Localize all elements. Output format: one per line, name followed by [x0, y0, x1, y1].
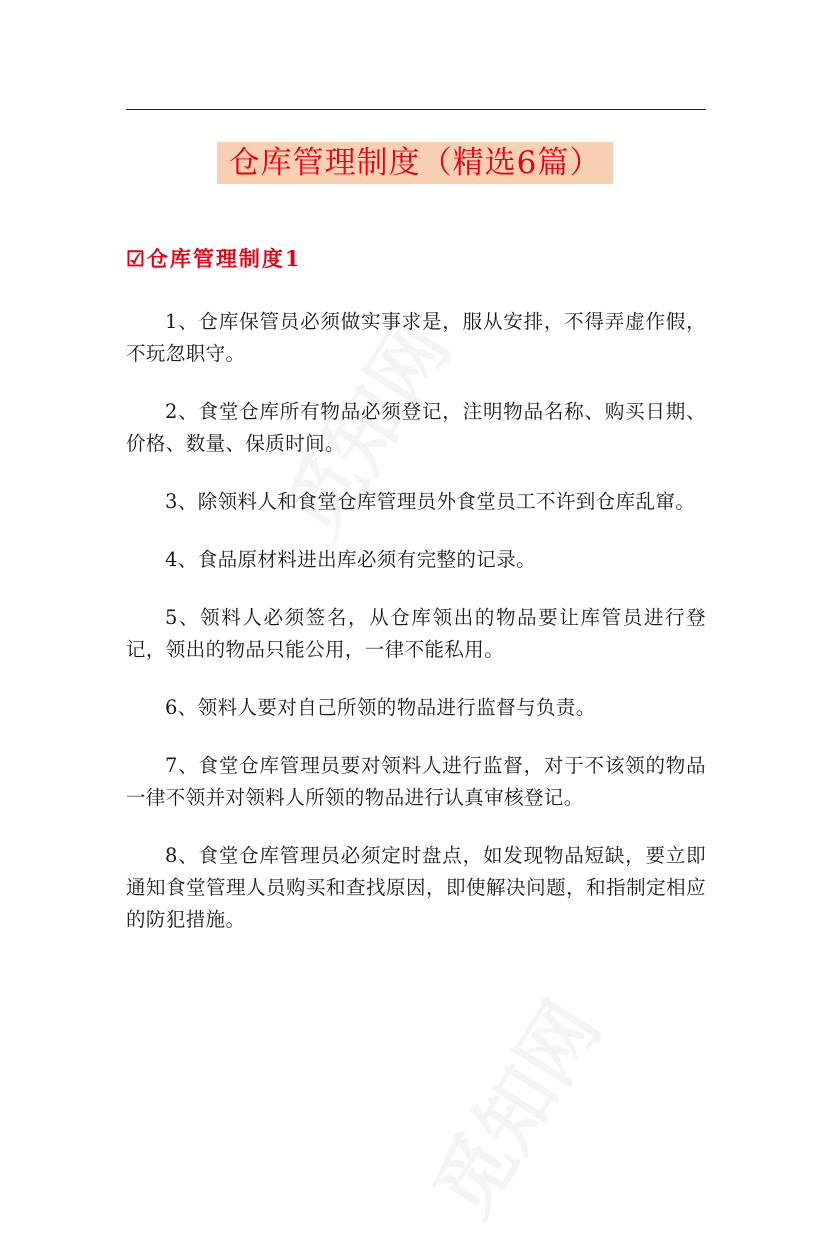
paragraph-2: 2、食堂仓库所有物品必须登记，注明物品名称、购买日期、价格、数量、保质时间。 — [126, 400, 706, 455]
paragraph-3: 3、除领料人和食堂仓库管理员外食堂员工不许到仓库乱窜。 — [165, 490, 696, 513]
document-title: 仓库管理制度（精选6篇） — [217, 142, 614, 184]
document-body — [126, 306, 706, 962]
header-rule — [126, 109, 706, 110]
paragraph-6: 6、领料人要对自己所领的物品进行监督与负责。 — [165, 696, 596, 719]
paragraph-5: 5、领料人必须签名，从仓库领出的物品要让库管员进行登记，领出的物品只能公用，一律不能私用。 — [126, 606, 706, 661]
section-heading: ☑仓库管理制度1 — [126, 246, 302, 271]
watermark — [403, 977, 622, 1235]
paragraph-7: 7、食堂仓库管理员要对领料人进行监督，对于不该领的物品一律不领并对领料人所领的物品进行认真审核登记。 — [126, 754, 706, 809]
title-container — [0, 142, 830, 184]
paragraph-1: 1、仓库保管员必须做实事求是，服从安排，不得弄虚作假，不玩忽职守。 — [126, 310, 706, 365]
paragraph-4: 4、食品原材料进出库必须有完整的记录。 — [165, 548, 537, 571]
paragraph-8: 8、食堂仓库管理员必须定时盘点，如发现物品短缺，要立即通知食堂管理人员购买和查找原因，即使解决问题，和指制定相应的防犯措施。 — [126, 844, 706, 931]
